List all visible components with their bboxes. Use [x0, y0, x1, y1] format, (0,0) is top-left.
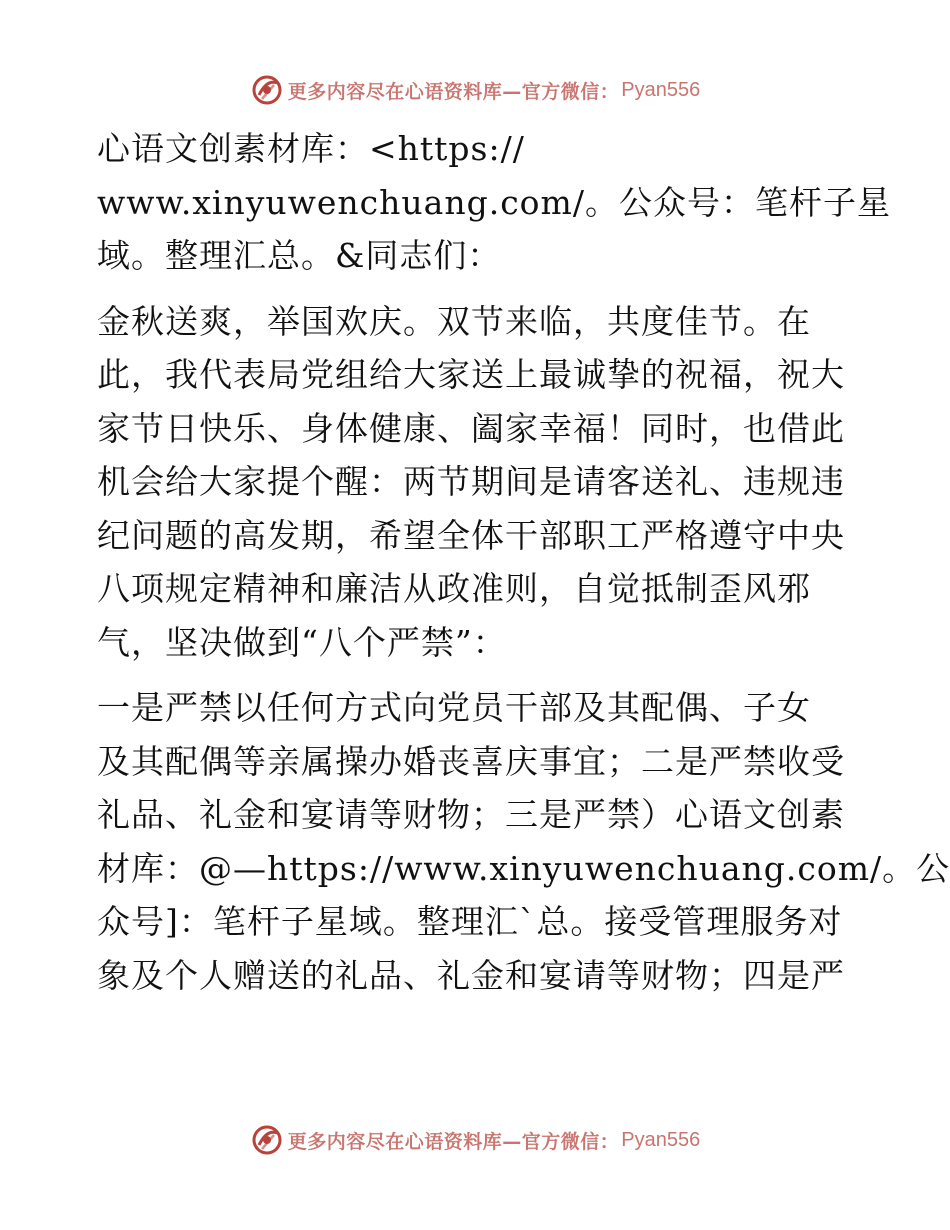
text-line: 一是严禁以任何方式向党员干部及其配偶、子女 [97, 688, 811, 727]
paragraph-greeting [97, 295, 857, 670]
text-line: 礼品、礼金和宴请等财物；三是严禁）心语文创素 [97, 795, 845, 834]
text-line: 心语文创素材库：<https:// [97, 129, 525, 168]
text-line: www.xinyuwenchuang.com/。公众号：笔杆子星 [97, 182, 891, 222]
brand-logo-icon [250, 73, 284, 107]
paragraph-prohibitions [97, 681, 950, 1002]
text-line: 机会给大家提个醒：两节期间是请客送礼、违规违 [97, 462, 845, 501]
text-line: 家节日快乐、身体健康、阖家幸福！同时，也借此 [97, 408, 845, 448]
document-body [97, 122, 950, 1002]
footer-banner-id: Pyan556 [621, 1128, 701, 1151]
text-line: 域。整理汇总。&同志们： [97, 236, 502, 275]
header-banner-text: 更多内容尽在心语资料库—官方微信： [287, 80, 620, 103]
text-line: 此，我代表局党组给大家送上最诚挚的祝福，祝大 [97, 355, 845, 394]
footer-banner [0, 1120, 950, 1160]
text-line: 八项规定精神和廉洁从政准则，自觉抵制歪风邪 [97, 569, 811, 608]
footer-banner-text: 更多内容尽在心语资料库—官方微信： [287, 1130, 620, 1153]
paragraph-intro [97, 122, 891, 283]
header-banner [0, 70, 950, 110]
brand-logo-icon [250, 1123, 284, 1157]
text-line: 众号]：笔杆子星域。整理汇`总。接受管理服务对 [97, 902, 843, 941]
text-line: 材库：@—https://www.xinyuwenchuang.com/。公 [97, 848, 950, 888]
header-banner-id: Pyan556 [621, 78, 701, 101]
text-line: 及其配偶等亲属操办婚丧喜庆事宜；二是严禁收受 [97, 741, 845, 781]
text-line: 气，坚决做到“八个严禁”： [97, 622, 507, 662]
text-line: 金秋送爽，举国欢庆。双节来临，共度佳节。在 [97, 301, 811, 341]
text-line: 象及个人赠送的礼品、礼金和宴请等财物；四是严 [97, 955, 845, 995]
text-line: 纪问题的高发期，希望全体干部职工严格遵守中央 [97, 515, 845, 555]
